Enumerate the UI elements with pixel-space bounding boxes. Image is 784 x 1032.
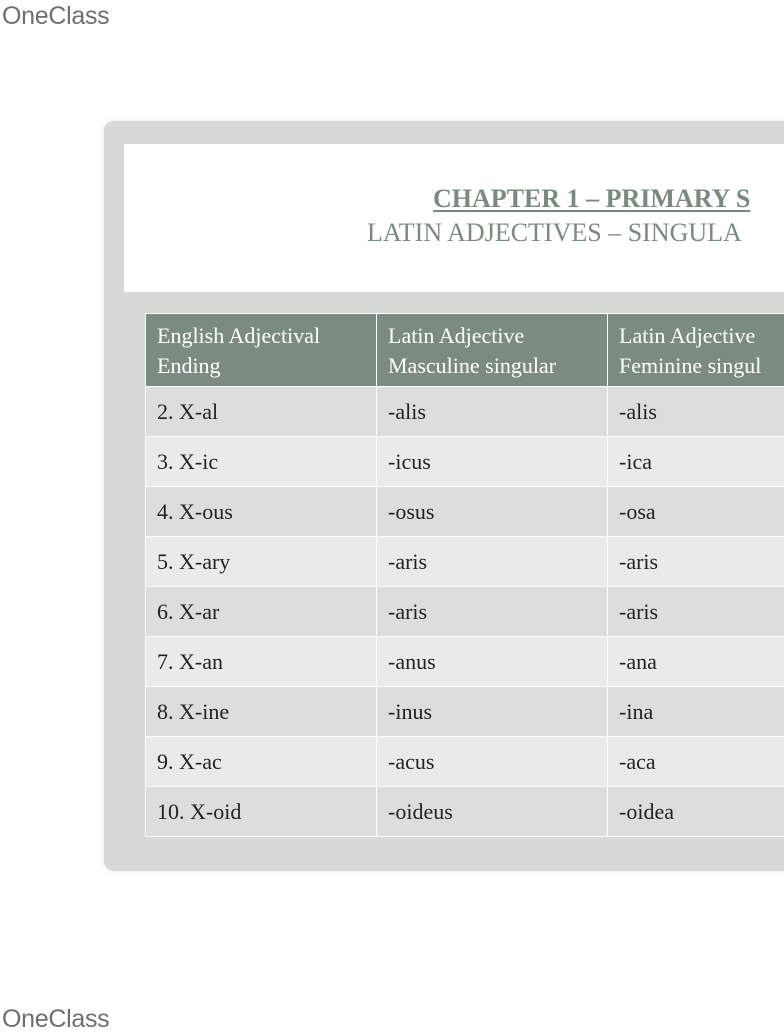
masculine-cell: -icus — [377, 437, 608, 487]
table-row — [146, 787, 784, 837]
oneclass-logo-bottom: OneClass — [2, 1005, 110, 1032]
slide-title: CHAPTER 1 – PRIMARY S — [433, 184, 751, 213]
feminine-cell: -ica — [608, 437, 784, 487]
masculine-cell: -acus — [377, 737, 608, 787]
feminine-cell: -ina — [608, 687, 784, 737]
masculine-cell: -osus — [377, 487, 608, 537]
table-row — [146, 737, 784, 787]
oneclass-logo-top: OneClass — [2, 2, 110, 30]
table-row — [146, 437, 784, 487]
header-line: Latin Adjective — [388, 323, 525, 348]
table-row — [146, 537, 784, 587]
table-row — [146, 487, 784, 537]
slide-title-box — [124, 144, 784, 292]
english-ending-cell: 6. X-ar — [146, 587, 377, 637]
table-row — [146, 687, 784, 737]
header-line: Ending — [157, 353, 221, 378]
header-english-ending — [146, 314, 377, 387]
header-latin-masculine — [377, 314, 608, 387]
english-ending-cell: 8. X-ine — [146, 687, 377, 737]
table-header-row — [146, 314, 784, 387]
table-row — [146, 637, 784, 687]
english-ending-cell: 10. X-oid — [146, 787, 377, 837]
adjective-endings-table — [145, 313, 784, 837]
feminine-cell: -ana — [608, 637, 784, 687]
english-ending-cell: 9. X-ac — [146, 737, 377, 787]
english-ending-cell: 5. X-ary — [146, 537, 377, 587]
feminine-cell: -aris — [608, 587, 784, 637]
english-ending-cell: 7. X-an — [146, 637, 377, 687]
english-ending-cell: 4. X-ous — [146, 487, 377, 537]
header-latin-feminine — [608, 314, 784, 387]
masculine-cell: -inus — [377, 687, 608, 737]
header-line: English Adjectival — [157, 323, 321, 348]
slide-subtitle: LATIN ADJECTIVES – SINGULA — [367, 218, 742, 247]
table-row — [146, 587, 784, 637]
feminine-cell: -alis — [608, 387, 784, 437]
english-ending-cell: 2. X-al — [146, 387, 377, 437]
header-line: Feminine singul — [619, 353, 762, 378]
masculine-cell: -aris — [377, 537, 608, 587]
english-ending-cell: 3. X-ic — [146, 437, 377, 487]
header-line: Latin Adjective — [619, 323, 756, 348]
masculine-cell: -oideus — [377, 787, 608, 837]
masculine-cell: -anus — [377, 637, 608, 687]
feminine-cell: -oidea — [608, 787, 784, 837]
header-line: Masculine singular — [388, 353, 557, 378]
masculine-cell: -alis — [377, 387, 608, 437]
table-row — [146, 387, 784, 437]
feminine-cell: -aris — [608, 537, 784, 587]
feminine-cell: -aca — [608, 737, 784, 787]
feminine-cell: -osa — [608, 487, 784, 537]
masculine-cell: -aris — [377, 587, 608, 637]
